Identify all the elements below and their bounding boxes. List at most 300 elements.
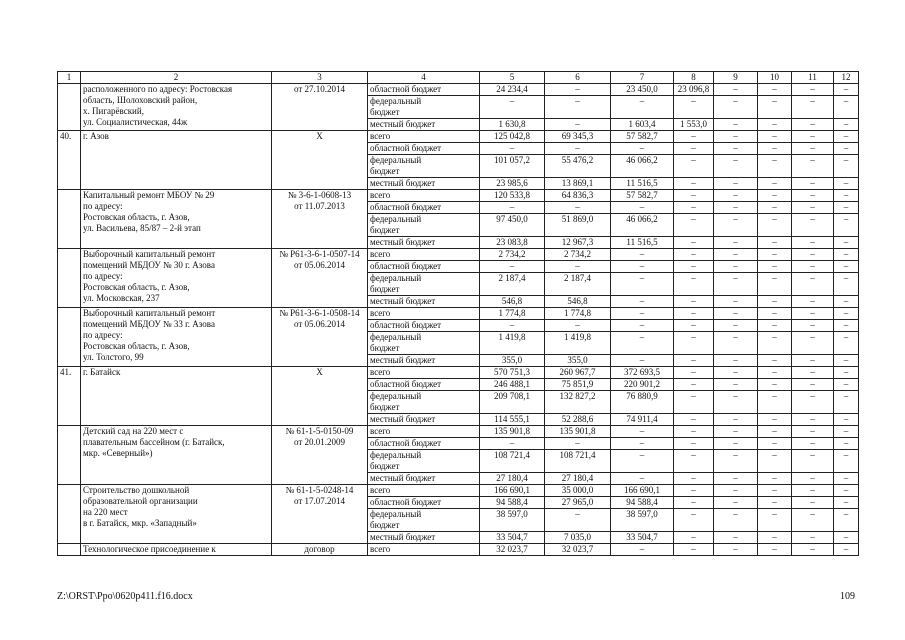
funding-source: областной бюджет	[368, 438, 480, 450]
amount-cell: –	[674, 438, 714, 450]
amount-cell: –	[758, 131, 792, 143]
document-ref: от 27.10.2014	[272, 84, 368, 131]
amount-cell: –	[714, 450, 758, 473]
table-row	[58, 544, 859, 556]
amount-cell: –	[611, 143, 674, 155]
amount-cell: –	[611, 96, 674, 119]
amount-cell: 1 774,8	[545, 308, 611, 320]
amount-cell: –	[674, 532, 714, 544]
funding-source: областной бюджет	[368, 261, 480, 273]
amount-cell: –	[834, 414, 859, 426]
amount-cell: –	[834, 84, 859, 96]
amount-cell: –	[792, 532, 834, 544]
amount-cell: –	[674, 237, 714, 249]
amount-cell: 209 708,1	[480, 391, 545, 414]
amount-cell: –	[758, 367, 792, 379]
amount-cell: –	[480, 143, 545, 155]
funding-source: областной бюджет	[368, 379, 480, 391]
amount-cell: 355,0	[545, 355, 611, 367]
funding-source: местный бюджет	[368, 237, 480, 249]
amount-cell: –	[674, 450, 714, 473]
amount-cell: 135 901,8	[545, 426, 611, 438]
amount-cell: 23 985,6	[480, 178, 545, 190]
amount-cell: –	[758, 332, 792, 355]
amount-cell: –	[611, 261, 674, 273]
document-ref: № 61-1-5-0248-14 от 17.07.2014	[272, 485, 368, 544]
amount-cell: –	[834, 273, 859, 296]
funding-source: областной бюджет	[368, 202, 480, 214]
amount-cell: –	[611, 308, 674, 320]
amount-cell: –	[674, 355, 714, 367]
amount-cell: –	[611, 450, 674, 473]
amount-cell: 1 553,0	[674, 119, 714, 131]
column-number: 5	[480, 72, 545, 84]
amount-cell: –	[714, 119, 758, 131]
amount-cell: –	[792, 237, 834, 249]
amount-cell: –	[834, 509, 859, 532]
amount-cell: 2 734,2	[480, 249, 545, 261]
amount-cell: –	[758, 320, 792, 332]
amount-cell: 135 901,8	[480, 426, 545, 438]
amount-cell: –	[758, 178, 792, 190]
amount-cell: 1 419,8	[545, 332, 611, 355]
object-name: Выборочный капитальный ремонт помещений МБДОУ № 30 г. Азова по адресу: Ростовская область, г. Азов, ул. Московская, 237	[81, 249, 272, 308]
amount-cell: –	[792, 178, 834, 190]
funding-source: федеральный бюджет	[368, 273, 480, 296]
amount-cell: –	[714, 202, 758, 214]
funding-source: всего	[368, 485, 480, 497]
amount-cell: –	[834, 143, 859, 155]
amount-cell: –	[674, 544, 714, 556]
amount-cell: –	[758, 379, 792, 391]
amount-cell: –	[792, 426, 834, 438]
object-name: Строительство дошкольной образовательной организации на 220 мест в г. Батайск, мкр. «Западный»	[81, 485, 272, 544]
amount-cell: 546,8	[480, 296, 545, 308]
amount-cell: 2 734,2	[545, 249, 611, 261]
amount-cell: 11 516,5	[611, 178, 674, 190]
amount-cell: –	[834, 473, 859, 485]
amount-cell: –	[545, 509, 611, 532]
amount-cell: –	[834, 131, 859, 143]
amount-cell: –	[674, 391, 714, 414]
amount-cell: 114 555,1	[480, 414, 545, 426]
amount-cell: –	[792, 143, 834, 155]
amount-cell: 94 588,4	[480, 497, 545, 509]
funding-source: областной бюджет	[368, 497, 480, 509]
funding-source: всего	[368, 190, 480, 202]
amount-cell: 2 187,4	[480, 273, 545, 296]
amount-cell: –	[611, 320, 674, 332]
amount-cell: –	[834, 379, 859, 391]
amount-cell: –	[792, 155, 834, 178]
amount-cell: –	[792, 261, 834, 273]
column-number: 7	[611, 72, 674, 84]
amount-cell: –	[834, 497, 859, 509]
amount-cell: –	[674, 296, 714, 308]
funding-source: всего	[368, 308, 480, 320]
amount-cell: –	[834, 261, 859, 273]
amount-cell: –	[758, 544, 792, 556]
amount-cell: –	[792, 84, 834, 96]
row-index: 40.	[58, 131, 81, 190]
row-index	[58, 190, 81, 249]
amount-cell: –	[674, 131, 714, 143]
amount-cell: –	[611, 438, 674, 450]
amount-cell: 33 504,7	[480, 532, 545, 544]
amount-cell: –	[714, 426, 758, 438]
funding-source: местный бюджет	[368, 355, 480, 367]
amount-cell: 166 690,1	[480, 485, 545, 497]
amount-cell: –	[674, 332, 714, 355]
funding-source: федеральный бюджет	[368, 509, 480, 532]
amount-cell: –	[792, 391, 834, 414]
amount-cell: 260 967,7	[545, 367, 611, 379]
budget-table	[57, 71, 859, 556]
funding-source: федеральный бюджет	[368, 96, 480, 119]
amount-cell: –	[758, 119, 792, 131]
amount-cell: –	[792, 273, 834, 296]
amount-cell: 27 180,4	[480, 473, 545, 485]
object-name: Капитальный ремонт МБОУ № 29 по адресу: Ростовская область, г. Азов, ул. Васильева, 85/87 – 2-й этап	[81, 190, 272, 249]
column-number: 8	[674, 72, 714, 84]
amount-cell: –	[714, 532, 758, 544]
amount-cell: 101 057,2	[480, 155, 545, 178]
amount-cell: –	[792, 214, 834, 237]
amount-cell: 1 774,8	[480, 308, 545, 320]
amount-cell: –	[834, 532, 859, 544]
amount-cell: –	[834, 332, 859, 355]
amount-cell: –	[792, 308, 834, 320]
amount-cell: –	[480, 438, 545, 450]
amount-cell: 120 533,8	[480, 190, 545, 202]
amount-cell: 220 901,2	[611, 379, 674, 391]
amount-cell: –	[714, 473, 758, 485]
amount-cell: 46 066,2	[611, 214, 674, 237]
amount-cell: 546,8	[545, 296, 611, 308]
amount-cell: 1 603,4	[611, 119, 674, 131]
amount-cell: 1 419,8	[480, 332, 545, 355]
amount-cell: –	[611, 273, 674, 296]
amount-cell: –	[545, 96, 611, 119]
funding-source: местный бюджет	[368, 414, 480, 426]
amount-cell: 74 911,4	[611, 414, 674, 426]
funding-source: всего	[368, 131, 480, 143]
amount-cell: –	[480, 202, 545, 214]
row-index: 41.	[58, 367, 81, 426]
amount-cell: –	[758, 308, 792, 320]
amount-cell: –	[834, 190, 859, 202]
amount-cell: –	[792, 485, 834, 497]
amount-cell: –	[834, 249, 859, 261]
amount-cell: –	[834, 296, 859, 308]
amount-cell: –	[674, 96, 714, 119]
funding-source: федеральный бюджет	[368, 332, 480, 355]
amount-cell: –	[674, 143, 714, 155]
object-name: Технологическое присоединение к	[81, 544, 272, 556]
amount-cell: –	[674, 214, 714, 237]
funding-source: областной бюджет	[368, 84, 480, 96]
amount-cell: 76 880,9	[611, 391, 674, 414]
amount-cell: 69 345,3	[545, 131, 611, 143]
amount-cell: –	[792, 320, 834, 332]
amount-cell: –	[714, 308, 758, 320]
document-ref: № 3-6-1-0608-13 от 11.07.2013	[272, 190, 368, 249]
object-name: Выборочный капитальный ремонт помещений МБДОУ № 33 г. Азова по адресу: Ростовская область, г. Азов, ул. Толстого, 99	[81, 308, 272, 367]
amount-cell: –	[674, 426, 714, 438]
table-row	[58, 485, 859, 497]
document-ref: № Р61-3-6-1-0508-14 от 05.06.2014	[272, 308, 368, 367]
amount-cell: –	[674, 249, 714, 261]
amount-cell: –	[545, 119, 611, 131]
amount-cell: –	[611, 426, 674, 438]
amount-cell: –	[792, 296, 834, 308]
amount-cell: –	[792, 544, 834, 556]
amount-cell: 64 836,3	[545, 190, 611, 202]
amount-cell: 27 965,0	[545, 497, 611, 509]
amount-cell: 11 516,5	[611, 237, 674, 249]
amount-cell: 38 597,0	[480, 509, 545, 532]
amount-cell: –	[714, 178, 758, 190]
document-ref: Х	[272, 131, 368, 190]
amount-cell: –	[758, 473, 792, 485]
amount-cell: 27 180,4	[545, 473, 611, 485]
document-ref: Х	[272, 367, 368, 426]
amount-cell: –	[792, 202, 834, 214]
document-ref: договор	[272, 544, 368, 556]
row-index	[58, 485, 81, 544]
amount-cell: –	[758, 532, 792, 544]
amount-cell: –	[714, 544, 758, 556]
amount-cell: 33 504,7	[611, 532, 674, 544]
table-row	[58, 84, 859, 96]
amount-cell: –	[758, 155, 792, 178]
amount-cell: –	[834, 426, 859, 438]
column-number: 1	[58, 72, 81, 84]
amount-cell: –	[758, 273, 792, 296]
amount-cell: –	[545, 202, 611, 214]
row-index	[58, 84, 81, 131]
amount-cell: –	[834, 544, 859, 556]
amount-cell: –	[758, 497, 792, 509]
amount-cell: 35 000,0	[545, 485, 611, 497]
amount-cell: –	[714, 497, 758, 509]
amount-cell: 108 721,4	[545, 450, 611, 473]
amount-cell: –	[834, 450, 859, 473]
amount-cell: 23 450,0	[611, 84, 674, 96]
amount-cell: –	[674, 155, 714, 178]
funding-source: местный бюджет	[368, 119, 480, 131]
amount-cell: –	[758, 485, 792, 497]
amount-cell: –	[674, 190, 714, 202]
amount-cell: 57 582,7	[611, 190, 674, 202]
amount-cell: –	[714, 214, 758, 237]
amount-cell: 23 083,8	[480, 237, 545, 249]
amount-cell: –	[792, 96, 834, 119]
amount-cell: –	[792, 438, 834, 450]
row-index	[58, 426, 81, 485]
column-number: 6	[545, 72, 611, 84]
amount-cell: –	[714, 438, 758, 450]
row-index	[58, 308, 81, 367]
amount-cell: –	[758, 190, 792, 202]
amount-cell: 32 023,7	[545, 544, 611, 556]
amount-cell: –	[674, 261, 714, 273]
amount-cell: 246 488,1	[480, 379, 545, 391]
amount-cell: –	[545, 320, 611, 332]
amount-cell: –	[674, 509, 714, 532]
column-number: 9	[714, 72, 758, 84]
object-name: расположенного по адресу: Ростовская область, Шолоховский район, х. Пигарёвский, ул. Социалистическая, 44ж	[81, 84, 272, 131]
amount-cell: –	[611, 202, 674, 214]
table-row	[58, 190, 859, 202]
amount-cell: –	[714, 155, 758, 178]
amount-cell: 355,0	[480, 355, 545, 367]
amount-cell: –	[792, 509, 834, 532]
object-name: г. Азов	[81, 131, 272, 190]
amount-cell: –	[834, 96, 859, 119]
amount-cell: –	[758, 261, 792, 273]
amount-cell: –	[714, 391, 758, 414]
amount-cell: –	[674, 367, 714, 379]
funding-source: всего	[368, 544, 480, 556]
amount-cell: 55 476,2	[545, 155, 611, 178]
amount-cell: –	[758, 237, 792, 249]
table-row	[58, 308, 859, 320]
amount-cell: –	[714, 414, 758, 426]
amount-cell: –	[758, 96, 792, 119]
amount-cell: –	[674, 273, 714, 296]
row-index	[58, 544, 81, 556]
amount-cell: –	[834, 320, 859, 332]
amount-cell: –	[758, 391, 792, 414]
document-ref: № 61-1-5-0150-09 от 20.01.2009	[272, 426, 368, 485]
amount-cell: –	[758, 355, 792, 367]
amount-cell: 75 851,9	[545, 379, 611, 391]
footer-file-path: Z:\ORST\Ppo\0620p411.f16.docx	[57, 591, 193, 602]
amount-cell: –	[792, 414, 834, 426]
amount-cell: 2 187,4	[545, 273, 611, 296]
amount-cell: 372 693,5	[611, 367, 674, 379]
amount-cell: –	[611, 544, 674, 556]
funding-source: федеральный бюджет	[368, 450, 480, 473]
amount-cell: –	[545, 84, 611, 96]
funding-source: федеральный бюджет	[368, 155, 480, 178]
amount-cell: –	[714, 96, 758, 119]
amount-cell: –	[714, 355, 758, 367]
amount-cell: –	[674, 308, 714, 320]
funding-source: областной бюджет	[368, 320, 480, 332]
amount-cell: –	[714, 509, 758, 532]
amount-cell: –	[792, 379, 834, 391]
amount-cell: –	[834, 214, 859, 237]
funding-source: областной бюджет	[368, 143, 480, 155]
amount-cell: 94 588,4	[611, 497, 674, 509]
amount-cell: –	[714, 296, 758, 308]
amount-cell: –	[674, 178, 714, 190]
amount-cell: –	[758, 214, 792, 237]
amount-cell: –	[834, 355, 859, 367]
amount-cell: –	[545, 438, 611, 450]
funding-source: всего	[368, 426, 480, 438]
amount-cell: –	[834, 438, 859, 450]
amount-cell: –	[834, 178, 859, 190]
amount-cell: 12 967,3	[545, 237, 611, 249]
amount-cell: –	[792, 355, 834, 367]
row-index	[58, 249, 81, 308]
amount-cell: –	[758, 450, 792, 473]
table-row	[58, 367, 859, 379]
amount-cell: –	[611, 355, 674, 367]
amount-cell: –	[792, 450, 834, 473]
amount-cell: –	[480, 320, 545, 332]
amount-cell: –	[674, 473, 714, 485]
column-number: 3	[272, 72, 368, 84]
funding-source: всего	[368, 367, 480, 379]
amount-cell: –	[834, 237, 859, 249]
column-number: 10	[758, 72, 792, 84]
amount-cell: –	[714, 131, 758, 143]
amount-cell: –	[714, 273, 758, 296]
amount-cell: –	[792, 497, 834, 509]
column-number: 11	[792, 72, 834, 84]
amount-cell: 51 869,0	[545, 214, 611, 237]
funding-source: всего	[368, 249, 480, 261]
amount-cell: –	[674, 379, 714, 391]
amount-cell: 46 066,2	[611, 155, 674, 178]
funding-source: федеральный бюджет	[368, 391, 480, 414]
amount-cell: –	[834, 308, 859, 320]
amount-cell: –	[834, 155, 859, 178]
amount-cell: –	[674, 485, 714, 497]
amount-cell: –	[480, 261, 545, 273]
amount-cell: –	[714, 190, 758, 202]
amount-cell: –	[758, 249, 792, 261]
amount-cell: –	[674, 414, 714, 426]
amount-cell: –	[834, 391, 859, 414]
amount-cell: –	[714, 249, 758, 261]
column-number: 4	[368, 72, 480, 84]
amount-cell: –	[758, 84, 792, 96]
amount-cell: 570 751,3	[480, 367, 545, 379]
amount-cell: –	[714, 332, 758, 355]
amount-cell: 23 096,8	[674, 84, 714, 96]
amount-cell: –	[834, 367, 859, 379]
amount-cell: –	[758, 426, 792, 438]
amount-cell: 52 288,6	[545, 414, 611, 426]
amount-cell: –	[834, 119, 859, 131]
amount-cell: –	[714, 237, 758, 249]
amount-cell: –	[758, 438, 792, 450]
amount-cell: –	[674, 320, 714, 332]
amount-cell: 32 023,7	[480, 544, 545, 556]
amount-cell: –	[758, 143, 792, 155]
amount-cell: –	[674, 497, 714, 509]
page-number: 109	[840, 591, 855, 602]
amount-cell: –	[714, 261, 758, 273]
column-number-row	[58, 72, 859, 84]
amount-cell: –	[480, 96, 545, 119]
table-row	[58, 131, 859, 143]
amount-cell: –	[714, 84, 758, 96]
amount-cell: –	[714, 367, 758, 379]
amount-cell: –	[714, 320, 758, 332]
table-row	[58, 426, 859, 438]
amount-cell: 132 827,2	[545, 391, 611, 414]
amount-cell: –	[611, 332, 674, 355]
amount-cell: 24 234,4	[480, 84, 545, 96]
funding-source: местный бюджет	[368, 473, 480, 485]
amount-cell: 38 597,0	[611, 509, 674, 532]
